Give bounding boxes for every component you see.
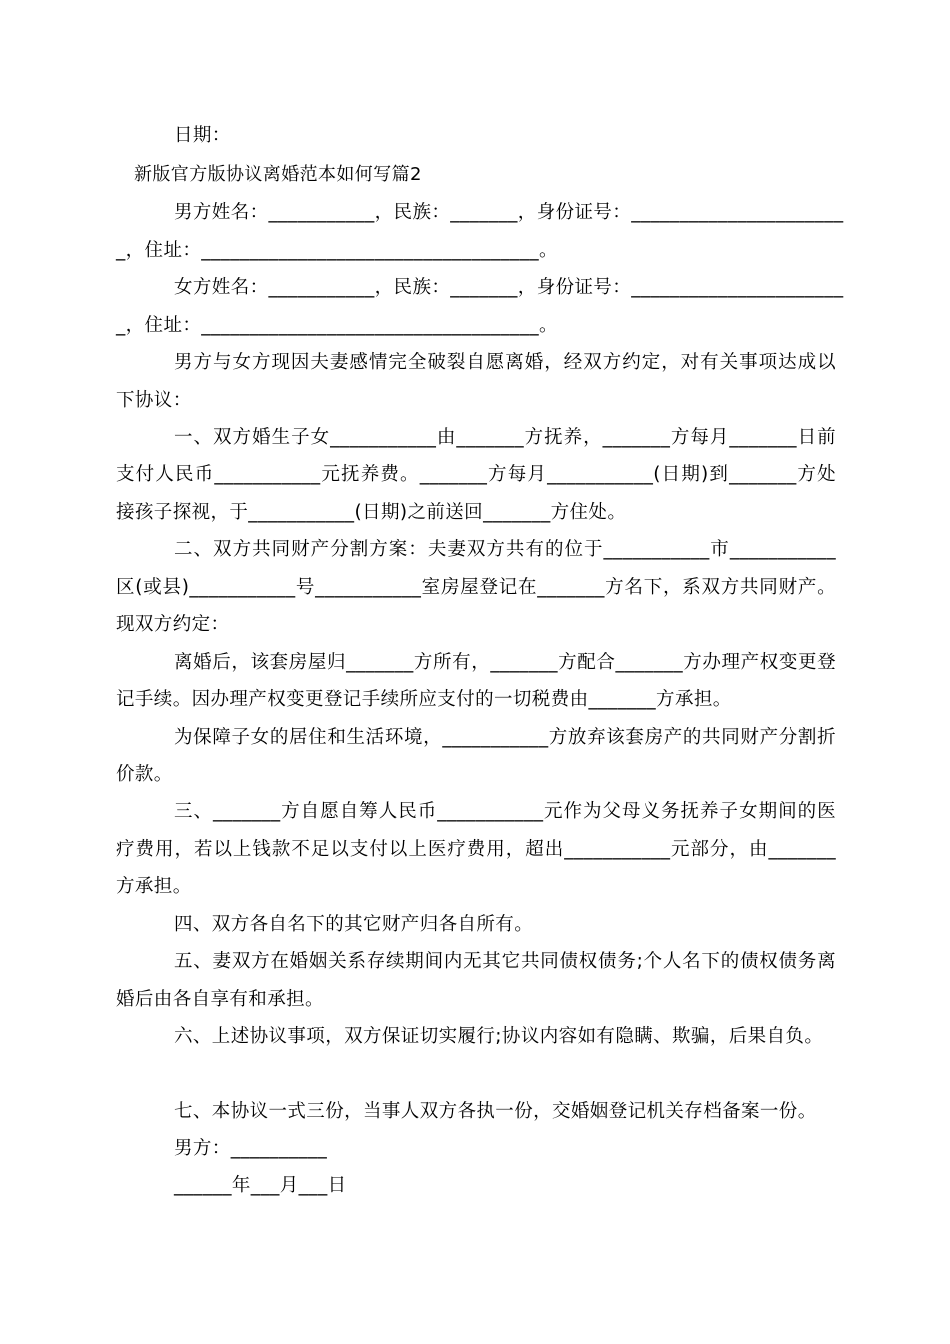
clause-1-line: 支付人民币___________元抚养费。_______方每月___________(日期)到_______方处 <box>116 464 836 485</box>
male-info-line: 男方姓名：___________，民族：_______，身份证号：______________________ <box>174 202 844 223</box>
male-address-line: _，住址：___________________________________。 <box>116 240 558 261</box>
signature-date-line: ______年___月___日 <box>174 1175 347 1196</box>
clause-6-line: 六、上述协议事项，双方保证切实履行;协议内容如有隐瞒、欺骗，后果自负。 <box>174 1026 824 1047</box>
clause-5-line: 婚后由各自享有和承担。 <box>116 989 324 1010</box>
intro-paragraph-line: 下协议： <box>116 390 192 411</box>
document-title: 新版官方版协议离婚范本如何写篇2 <box>134 164 422 185</box>
clause-2-sub-line: 价款。 <box>116 764 173 785</box>
female-info-line: 女方姓名：___________，民族：_______，身份证号：______________________ <box>174 277 844 298</box>
clause-2-line: 二、双方共同财产分割方案：夫妻双方共有的位于___________市___________ <box>174 539 836 560</box>
clause-3-line: 疗费用，若以上钱款不足以支付以上医疗费用，超出___________元部分，由_______ <box>116 839 836 860</box>
clause-2-sub-line: 离婚后，该套房屋归_______方所有，_______方配合_______方办理产权变更登 <box>174 652 836 673</box>
clause-2-line: 现双方约定： <box>116 614 230 635</box>
male-signature-line: 男方：__________ <box>174 1138 328 1159</box>
clause-2-sub-line: 记手续。因办理产权变更登记手续所应支付的一切税费由_______方承担。 <box>116 689 732 710</box>
clause-3-line: 方承担。 <box>116 876 192 897</box>
female-address-line: _，住址：___________________________________。 <box>116 315 558 336</box>
intro-paragraph-line: 男方与女方现因夫妻感情完全破裂自愿离婚，经双方约定，对有关事项达成以 <box>174 352 836 373</box>
clause-7-line: 七、本协议一式三份，当事人双方各执一份，交婚姻登记机关存档备案一份。 <box>174 1101 817 1122</box>
clause-5-line: 五、妻双方在婚姻关系存续期间内无其它共同债权债务;个人名下的债权债务离 <box>174 951 836 972</box>
clause-4-line: 四、双方各自名下的其它财产归各自所有。 <box>174 914 534 935</box>
clause-1-line: 一、双方婚生子女___________由_______方抚养，_______方每月_______日前 <box>174 427 836 448</box>
clause-2-sub-line: 为保障子女的居住和生活环境，___________方放弃该套房产的共同财产分割折 <box>174 727 836 748</box>
clause-1-line: 接孩子探视，于___________(日期)之前送回_______方住处。 <box>116 502 627 523</box>
date-line: 日期： <box>174 125 231 146</box>
clause-2-line: 区(或县)___________号___________室房屋登记在_______方名下，系双方共同财产。 <box>116 577 836 598</box>
clause-3-line: 三、_______方自愿自筹人民币___________元作为父母义务抚养子女期间的医 <box>174 801 836 822</box>
